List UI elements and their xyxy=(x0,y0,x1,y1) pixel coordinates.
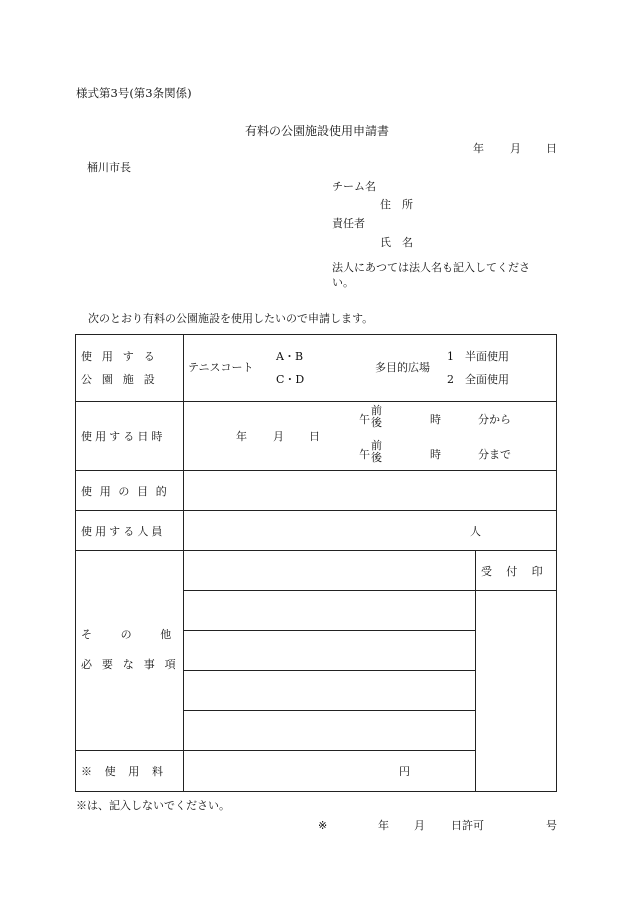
end-until-label: 分まで xyxy=(478,448,511,461)
other-field-4[interactable] xyxy=(185,672,473,709)
form-number: 様式第3号(第3条関係) xyxy=(76,86,192,100)
name-label: 氏 名 xyxy=(380,236,413,249)
persons-unit: 人 xyxy=(470,525,481,538)
purpose-label: 使用の目的 xyxy=(81,485,175,498)
date-month-label: 月 xyxy=(510,142,521,155)
corporate-note-line1: 法人にあつては法人名も記入してくださ xyxy=(332,261,530,274)
persons-label: 使用する人員 xyxy=(81,525,166,538)
end-pm-label: 後 xyxy=(371,450,382,464)
end-am-label: 前 xyxy=(371,439,382,452)
tennis-court-label: テニスコート xyxy=(188,361,254,374)
other-field-5[interactable] xyxy=(185,712,473,749)
address-label: 住 所 xyxy=(380,198,413,211)
footer-day-permit: 日許可 xyxy=(451,819,484,832)
start-am-label: 前 xyxy=(371,404,382,417)
start-pm-label: 後 xyxy=(371,415,382,429)
plaza-option-full[interactable]: 2 全面使用 xyxy=(447,373,509,386)
fee-yen-unit: 円 xyxy=(399,765,410,778)
datetime-day: 日 xyxy=(309,430,320,443)
footer-month: 月 xyxy=(414,819,425,832)
start-hour-label: 時 xyxy=(430,413,441,426)
date-year-label: 年 xyxy=(473,142,484,155)
facility-label-line2: 公園施設 xyxy=(81,373,165,386)
other-field-3[interactable] xyxy=(185,632,473,669)
plaza-option-half[interactable]: 1 半面使用 xyxy=(447,350,509,363)
application-form-table xyxy=(75,334,557,792)
reception-stamp-label: 受付印 xyxy=(481,565,557,578)
document-title: 有料の公園施設使用申請書 xyxy=(245,124,390,138)
purpose-field[interactable] xyxy=(185,472,555,509)
end-meridiem-suffix: 午 xyxy=(359,448,370,461)
date-day-label: 日 xyxy=(546,142,557,155)
responsible-label: 責任者 xyxy=(332,217,365,230)
datetime-month: 月 xyxy=(273,430,284,443)
tennis-option-ab[interactable]: A・B xyxy=(276,350,304,363)
datetime-year: 年 xyxy=(236,430,247,443)
footer-year: 年 xyxy=(378,819,389,832)
intro-text: 次のとおり有料の公園施設を使用したいので申請します。 xyxy=(88,312,374,325)
other-field-2[interactable] xyxy=(185,592,473,629)
start-meridiem-suffix: 午 xyxy=(359,413,370,426)
tennis-option-cd[interactable]: C・D xyxy=(276,373,305,386)
facility-label-line1: 使用する xyxy=(81,350,165,363)
other-field-1[interactable] xyxy=(185,552,473,589)
end-hour-label: 時 xyxy=(430,448,441,461)
footer-note: ※は、記入しないでください。 xyxy=(76,799,230,812)
usage-fee-label: ※使用料 xyxy=(81,765,176,778)
addressee: 桶川市長 xyxy=(87,161,131,174)
other-label-line2: 必要な事項 xyxy=(81,658,186,671)
team-name-label: チーム名 xyxy=(332,180,376,193)
end-am-pm[interactable] xyxy=(371,440,382,463)
start-am-pm[interactable] xyxy=(371,405,382,428)
footer-number: 号 xyxy=(546,819,557,832)
other-label-line1: その他 xyxy=(81,628,200,641)
start-from-label: 分から xyxy=(478,413,511,426)
multipurpose-plaza-label: 多目的広場 xyxy=(375,361,430,374)
footer-mark: ※ xyxy=(318,819,328,832)
corporate-note-line2: い。 xyxy=(332,276,354,289)
datetime-label: 使用する日時 xyxy=(81,430,166,443)
